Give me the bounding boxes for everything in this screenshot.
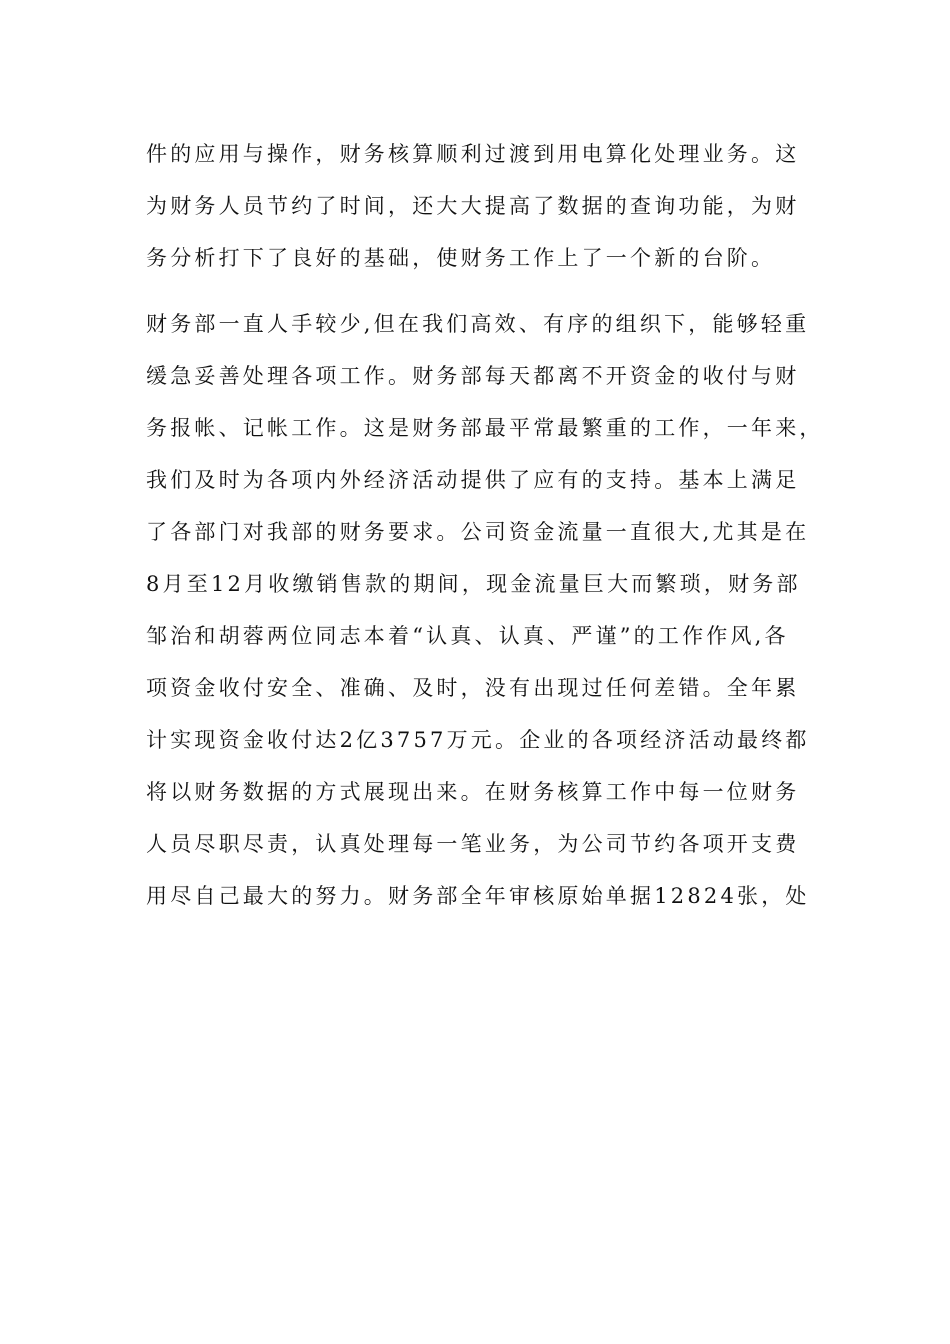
paragraph-1-line-3: 务分析打下了良好的基础，使财务工作上了一个新的台阶。 bbox=[146, 246, 776, 270]
paragraph-1-line-1: 件的应用与操作，财务核算顺利过渡到用电算化处理业务。这 bbox=[146, 142, 800, 166]
paragraph-2-line-4: 我们及时为各项内外经济活动提供了应有的支持。基本上满足 bbox=[146, 468, 800, 492]
paragraph-2-line-3: 务报帐、记帐工作。这是财务部最平常最繁重的工作，一年来， bbox=[146, 416, 824, 440]
paragraph-2-line-1: 财务部一直人手较少,但在我们高效、有序的组织下，能够轻重 bbox=[146, 312, 810, 336]
paragraph-2-line-8: 项资金收付安全、准确、及时，没有出现过任何差错。全年累 bbox=[146, 676, 800, 700]
paragraph-2-line-10: 将以财务数据的方式展现出来。在财务核算工作中每一位财务 bbox=[146, 780, 800, 804]
paragraph-2-line-12: 用尽自己最大的努力。财务部全年审核原始单据12824张，处 bbox=[146, 884, 810, 908]
paragraph-2-line-7: 邹治和胡蓉两位同志本着“认真、认真、严谨”的工作作风,各 bbox=[146, 624, 789, 648]
paragraph-2-line-6: 8月至12月收缴销售款的期间，现金流量巨大而繁琐，财务部 bbox=[146, 572, 801, 596]
paragraph-2-line-11: 人员尽职尽责，认真处理每一笔业务，为公司节约各项开支费 bbox=[146, 832, 800, 856]
paragraph-2-line-5: 了各部门对我部的财务要求。公司资金流量一直很大,尤其是在 bbox=[146, 520, 810, 544]
paragraph-2-line-2: 缓急妥善处理各项工作。财务部每天都离不开资金的收付与财 bbox=[146, 364, 800, 388]
body-text bbox=[146, 128, 826, 922]
paragraph-1-line-2: 为财务人员节约了时间，还大大提高了数据的查询功能，为财 bbox=[146, 194, 800, 218]
paragraph-2-line-9: 计实现资金收付达2亿3757万元。企业的各项经济活动最终都 bbox=[146, 728, 810, 752]
